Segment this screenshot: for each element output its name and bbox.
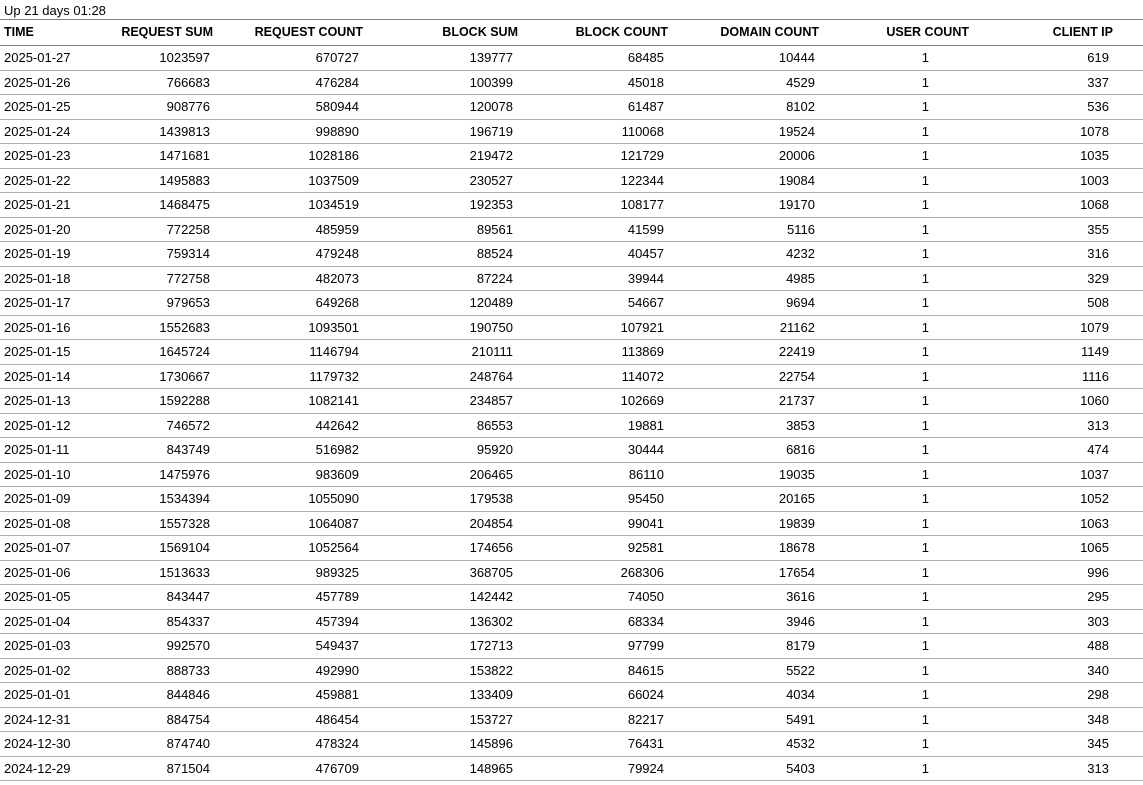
cell-request-count: 442642 (213, 413, 363, 438)
cell-request-sum: 1475976 (70, 462, 213, 487)
cell-request-sum: 1645724 (70, 340, 213, 365)
cell-user-count: 1 (819, 536, 969, 561)
cell-request-sum: 979653 (70, 291, 213, 316)
cell-block-sum: 86553 (363, 413, 518, 438)
cell-time: 2025-01-19 (0, 242, 70, 267)
cell-time: 2025-01-01 (0, 683, 70, 708)
cell-user-count: 1 (819, 756, 969, 781)
cell-request-sum: 1730667 (70, 364, 213, 389)
cell-domain-count: 21162 (668, 315, 819, 340)
cell-block-sum: 100399 (363, 70, 518, 95)
cell-time: 2025-01-23 (0, 144, 70, 169)
cell-user-count: 1 (819, 609, 969, 634)
cell-time: 2025-01-27 (0, 46, 70, 71)
cell-request-count: 459881 (213, 683, 363, 708)
cell-domain-count: 4985 (668, 266, 819, 291)
cell-block-sum: 248764 (363, 364, 518, 389)
cell-request-count: 485959 (213, 217, 363, 242)
cell-block-count: 45018 (518, 70, 668, 95)
table-row (0, 438, 1143, 463)
cell-user-count: 1 (819, 707, 969, 732)
cell-domain-count: 6816 (668, 438, 819, 463)
cell-domain-count: 3616 (668, 585, 819, 610)
cell-user-count: 1 (819, 560, 969, 585)
cell-block-sum: 148965 (363, 756, 518, 781)
cell-block-count: 97799 (518, 634, 668, 659)
cell-block-sum: 120489 (363, 291, 518, 316)
cell-block-sum: 95920 (363, 438, 518, 463)
cell-time: 2025-01-13 (0, 389, 70, 414)
cell-time: 2025-01-10 (0, 462, 70, 487)
table-row (0, 511, 1143, 536)
cell-block-count: 102669 (518, 389, 668, 414)
cell-block-sum: 120078 (363, 95, 518, 120)
cell-client-ip: 345 (969, 732, 1143, 757)
cell-request-sum: 772758 (70, 266, 213, 291)
cell-domain-count: 4232 (668, 242, 819, 267)
cell-time: 2025-01-08 (0, 511, 70, 536)
cell-request-count: 1037509 (213, 168, 363, 193)
cell-request-sum: 871504 (70, 756, 213, 781)
table-row (0, 536, 1143, 561)
cell-user-count: 1 (819, 95, 969, 120)
table-row (0, 266, 1143, 291)
cell-client-ip: 996 (969, 560, 1143, 585)
cell-user-count: 1 (819, 291, 969, 316)
table-row (0, 732, 1143, 757)
cell-time: 2025-01-07 (0, 536, 70, 561)
cell-block-sum: 136302 (363, 609, 518, 634)
cell-block-count: 268306 (518, 560, 668, 585)
table-header (0, 20, 1143, 46)
cell-block-count: 95450 (518, 487, 668, 512)
table-row (0, 462, 1143, 487)
table-body (0, 46, 1143, 781)
cell-client-ip: 313 (969, 756, 1143, 781)
cell-user-count: 1 (819, 168, 969, 193)
cell-block-sum: 204854 (363, 511, 518, 536)
cell-block-count: 92581 (518, 536, 668, 561)
table-row (0, 609, 1143, 634)
cell-block-sum: 210111 (363, 340, 518, 365)
cell-block-sum: 196719 (363, 119, 518, 144)
cell-block-sum: 234857 (363, 389, 518, 414)
cell-request-sum: 1557328 (70, 511, 213, 536)
cell-user-count: 1 (819, 70, 969, 95)
cell-request-count: 1179732 (213, 364, 363, 389)
cell-request-sum: 1023597 (70, 46, 213, 71)
cell-request-count: 1028186 (213, 144, 363, 169)
cell-request-sum: 874740 (70, 732, 213, 757)
cell-request-count: 478324 (213, 732, 363, 757)
cell-block-count: 84615 (518, 658, 668, 683)
cell-block-count: 40457 (518, 242, 668, 267)
cell-domain-count: 3853 (668, 413, 819, 438)
cell-client-ip: 1060 (969, 389, 1143, 414)
cell-client-ip: 337 (969, 70, 1143, 95)
cell-client-ip: 340 (969, 658, 1143, 683)
table-row (0, 119, 1143, 144)
cell-client-ip: 355 (969, 217, 1143, 242)
cell-request-count: 549437 (213, 634, 363, 659)
cell-request-count: 989325 (213, 560, 363, 585)
cell-user-count: 1 (819, 340, 969, 365)
cell-client-ip: 329 (969, 266, 1143, 291)
cell-domain-count: 18678 (668, 536, 819, 561)
cell-time: 2025-01-17 (0, 291, 70, 316)
cell-client-ip: 1068 (969, 193, 1143, 218)
stats-table (0, 19, 1143, 781)
cell-client-ip: 1052 (969, 487, 1143, 512)
cell-client-ip: 1079 (969, 315, 1143, 340)
uptime-status: Up 21 days 01:28 (4, 3, 106, 18)
cell-client-ip: 1003 (969, 168, 1143, 193)
cell-domain-count: 19839 (668, 511, 819, 536)
cell-block-count: 99041 (518, 511, 668, 536)
cell-request-count: 457394 (213, 609, 363, 634)
cell-time: 2025-01-22 (0, 168, 70, 193)
cell-user-count: 1 (819, 732, 969, 757)
table-row (0, 70, 1143, 95)
cell-request-sum: 1513633 (70, 560, 213, 585)
cell-block-count: 79924 (518, 756, 668, 781)
cell-domain-count: 5116 (668, 217, 819, 242)
cell-user-count: 1 (819, 658, 969, 683)
table-row (0, 242, 1143, 267)
cell-request-sum: 992570 (70, 634, 213, 659)
cell-block-count: 114072 (518, 364, 668, 389)
cell-request-sum: 1468475 (70, 193, 213, 218)
cell-domain-count: 20006 (668, 144, 819, 169)
cell-time: 2025-01-16 (0, 315, 70, 340)
cell-request-count: 983609 (213, 462, 363, 487)
cell-request-count: 1064087 (213, 511, 363, 536)
cell-request-count: 1093501 (213, 315, 363, 340)
cell-domain-count: 8102 (668, 95, 819, 120)
cell-client-ip: 303 (969, 609, 1143, 634)
cell-block-count: 122344 (518, 168, 668, 193)
cell-block-sum: 87224 (363, 266, 518, 291)
cell-time: 2024-12-29 (0, 756, 70, 781)
cell-user-count: 1 (819, 487, 969, 512)
cell-block-count: 66024 (518, 683, 668, 708)
cell-client-ip: 1149 (969, 340, 1143, 365)
cell-time: 2025-01-15 (0, 340, 70, 365)
cell-user-count: 1 (819, 683, 969, 708)
cell-request-count: 580944 (213, 95, 363, 120)
cell-request-count: 1034519 (213, 193, 363, 218)
table-row (0, 683, 1143, 708)
cell-request-sum: 843749 (70, 438, 213, 463)
table-row (0, 658, 1143, 683)
cell-time: 2025-01-12 (0, 413, 70, 438)
cell-block-sum: 89561 (363, 217, 518, 242)
cell-domain-count: 5403 (668, 756, 819, 781)
cell-client-ip: 313 (969, 413, 1143, 438)
cell-block-count: 41599 (518, 217, 668, 242)
cell-user-count: 1 (819, 144, 969, 169)
column-header-user-count: USER COUNT (819, 20, 969, 46)
cell-client-ip: 508 (969, 291, 1143, 316)
cell-user-count: 1 (819, 46, 969, 71)
cell-block-count: 110068 (518, 119, 668, 144)
cell-block-sum: 174656 (363, 536, 518, 561)
cell-client-ip: 348 (969, 707, 1143, 732)
cell-user-count: 1 (819, 193, 969, 218)
cell-client-ip: 536 (969, 95, 1143, 120)
cell-block-sum: 368705 (363, 560, 518, 585)
cell-user-count: 1 (819, 217, 969, 242)
cell-time: 2024-12-31 (0, 707, 70, 732)
cell-block-count: 61487 (518, 95, 668, 120)
cell-request-count: 476709 (213, 756, 363, 781)
cell-request-sum: 884754 (70, 707, 213, 732)
cell-client-ip: 1065 (969, 536, 1143, 561)
cell-domain-count: 19084 (668, 168, 819, 193)
cell-request-count: 649268 (213, 291, 363, 316)
cell-domain-count: 10444 (668, 46, 819, 71)
cell-block-count: 86110 (518, 462, 668, 487)
cell-block-count: 121729 (518, 144, 668, 169)
cell-block-count: 30444 (518, 438, 668, 463)
cell-request-sum: 1569104 (70, 536, 213, 561)
table-row (0, 389, 1143, 414)
table-row (0, 46, 1143, 71)
cell-request-sum: 1471681 (70, 144, 213, 169)
cell-request-count: 476284 (213, 70, 363, 95)
cell-request-sum: 772258 (70, 217, 213, 242)
cell-time: 2025-01-14 (0, 364, 70, 389)
cell-domain-count: 3946 (668, 609, 819, 634)
table-row (0, 193, 1143, 218)
table-row (0, 315, 1143, 340)
cell-client-ip: 474 (969, 438, 1143, 463)
cell-block-sum: 88524 (363, 242, 518, 267)
cell-block-count: 113869 (518, 340, 668, 365)
column-header-time: TIME (0, 20, 70, 46)
cell-client-ip: 316 (969, 242, 1143, 267)
cell-block-count: 54667 (518, 291, 668, 316)
cell-user-count: 1 (819, 364, 969, 389)
cell-time: 2025-01-20 (0, 217, 70, 242)
cell-block-count: 76431 (518, 732, 668, 757)
column-header-request-sum: REQUEST SUM (70, 20, 213, 46)
cell-time: 2025-01-24 (0, 119, 70, 144)
cell-block-sum: 206465 (363, 462, 518, 487)
cell-request-count: 457789 (213, 585, 363, 610)
cell-block-count: 108177 (518, 193, 668, 218)
table-row (0, 95, 1143, 120)
cell-block-count: 107921 (518, 315, 668, 340)
cell-domain-count: 19170 (668, 193, 819, 218)
cell-request-count: 482073 (213, 266, 363, 291)
cell-block-count: 74050 (518, 585, 668, 610)
cell-client-ip: 619 (969, 46, 1143, 71)
cell-block-sum: 230527 (363, 168, 518, 193)
table-row (0, 168, 1143, 193)
cell-block-sum: 153727 (363, 707, 518, 732)
cell-time: 2025-01-18 (0, 266, 70, 291)
column-header-client-ip: CLIENT IP (969, 20, 1143, 46)
cell-domain-count: 17654 (668, 560, 819, 585)
cell-request-sum: 1592288 (70, 389, 213, 414)
column-header-block-count: BLOCK COUNT (518, 20, 668, 46)
cell-time: 2025-01-25 (0, 95, 70, 120)
cell-domain-count: 4034 (668, 683, 819, 708)
column-header-domain-count: DOMAIN COUNT (668, 20, 819, 46)
cell-user-count: 1 (819, 389, 969, 414)
cell-request-count: 670727 (213, 46, 363, 71)
cell-user-count: 1 (819, 511, 969, 536)
cell-client-ip: 488 (969, 634, 1143, 659)
table-row (0, 144, 1143, 169)
table-row (0, 756, 1143, 781)
cell-block-sum: 192353 (363, 193, 518, 218)
cell-client-ip: 298 (969, 683, 1143, 708)
cell-client-ip: 1063 (969, 511, 1143, 536)
table-row (0, 413, 1143, 438)
cell-domain-count: 4532 (668, 732, 819, 757)
table-row (0, 634, 1143, 659)
cell-domain-count: 8179 (668, 634, 819, 659)
cell-time: 2025-01-06 (0, 560, 70, 585)
cell-block-sum: 179538 (363, 487, 518, 512)
cell-time: 2025-01-21 (0, 193, 70, 218)
cell-block-count: 68334 (518, 609, 668, 634)
cell-request-sum: 746572 (70, 413, 213, 438)
column-header-request-count: REQUEST COUNT (213, 20, 363, 46)
cell-request-count: 486454 (213, 707, 363, 732)
cell-block-sum: 145896 (363, 732, 518, 757)
cell-domain-count: 20165 (668, 487, 819, 512)
cell-domain-count: 9694 (668, 291, 819, 316)
cell-block-sum: 190750 (363, 315, 518, 340)
cell-user-count: 1 (819, 462, 969, 487)
cell-time: 2025-01-05 (0, 585, 70, 610)
cell-block-count: 39944 (518, 266, 668, 291)
cell-request-count: 1146794 (213, 340, 363, 365)
cell-request-sum: 844846 (70, 683, 213, 708)
cell-block-sum: 139777 (363, 46, 518, 71)
cell-block-sum: 133409 (363, 683, 518, 708)
cell-user-count: 1 (819, 315, 969, 340)
cell-client-ip: 1035 (969, 144, 1143, 169)
table-row (0, 560, 1143, 585)
cell-time: 2025-01-11 (0, 438, 70, 463)
cell-time: 2025-01-26 (0, 70, 70, 95)
cell-request-count: 1055090 (213, 487, 363, 512)
cell-client-ip: 1078 (969, 119, 1143, 144)
cell-domain-count: 19035 (668, 462, 819, 487)
cell-block-count: 68485 (518, 46, 668, 71)
cell-domain-count: 21737 (668, 389, 819, 414)
cell-block-sum: 153822 (363, 658, 518, 683)
cell-block-sum: 219472 (363, 144, 518, 169)
cell-request-sum: 1534394 (70, 487, 213, 512)
table-row (0, 487, 1143, 512)
table-row (0, 585, 1143, 610)
header-row (0, 20, 1143, 46)
table-row (0, 291, 1143, 316)
column-header-block-sum: BLOCK SUM (363, 20, 518, 46)
cell-domain-count: 19524 (668, 119, 819, 144)
table-row (0, 707, 1143, 732)
cell-client-ip: 1116 (969, 364, 1143, 389)
cell-request-count: 1052564 (213, 536, 363, 561)
cell-block-sum: 172713 (363, 634, 518, 659)
cell-request-count: 1082141 (213, 389, 363, 414)
cell-user-count: 1 (819, 634, 969, 659)
cell-request-sum: 1495883 (70, 168, 213, 193)
cell-request-sum: 759314 (70, 242, 213, 267)
cell-user-count: 1 (819, 438, 969, 463)
cell-request-sum: 1552683 (70, 315, 213, 340)
cell-request-count: 998890 (213, 119, 363, 144)
cell-domain-count: 22754 (668, 364, 819, 389)
cell-user-count: 1 (819, 266, 969, 291)
cell-domain-count: 5522 (668, 658, 819, 683)
cell-user-count: 1 (819, 242, 969, 267)
cell-user-count: 1 (819, 119, 969, 144)
cell-time: 2024-12-30 (0, 732, 70, 757)
cell-domain-count: 4529 (668, 70, 819, 95)
cell-request-count: 479248 (213, 242, 363, 267)
cell-time: 2025-01-09 (0, 487, 70, 512)
cell-block-count: 82217 (518, 707, 668, 732)
cell-request-sum: 908776 (70, 95, 213, 120)
cell-request-sum: 1439813 (70, 119, 213, 144)
cell-user-count: 1 (819, 413, 969, 438)
cell-client-ip: 1037 (969, 462, 1143, 487)
cell-request-sum: 766683 (70, 70, 213, 95)
cell-request-count: 492990 (213, 658, 363, 683)
cell-domain-count: 22419 (668, 340, 819, 365)
cell-user-count: 1 (819, 585, 969, 610)
cell-time: 2025-01-02 (0, 658, 70, 683)
cell-request-count: 516982 (213, 438, 363, 463)
cell-request-sum: 843447 (70, 585, 213, 610)
cell-request-sum: 854337 (70, 609, 213, 634)
table-row (0, 217, 1143, 242)
cell-time: 2025-01-03 (0, 634, 70, 659)
table-row (0, 364, 1143, 389)
cell-block-sum: 142442 (363, 585, 518, 610)
cell-time: 2025-01-04 (0, 609, 70, 634)
cell-request-sum: 888733 (70, 658, 213, 683)
table-row (0, 340, 1143, 365)
cell-block-count: 19881 (518, 413, 668, 438)
cell-domain-count: 5491 (668, 707, 819, 732)
cell-client-ip: 295 (969, 585, 1143, 610)
